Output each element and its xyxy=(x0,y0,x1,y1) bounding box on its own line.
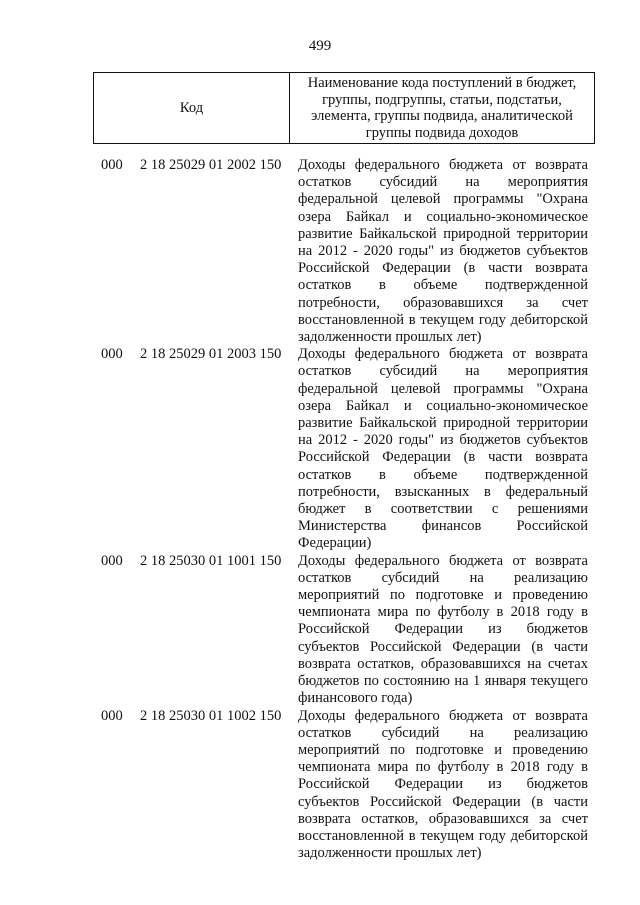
budget-code: 2 18 25029 01 2002 150 xyxy=(140,157,282,173)
table-row xyxy=(0,708,640,863)
budget-code: 2 18 25030 01 1002 150 xyxy=(140,707,282,724)
admin-code: 000 xyxy=(101,346,123,363)
admin-code: 000 xyxy=(101,552,123,569)
row-description: Доходы федерального бюджета от возврата остатков субсидий на мероприятия федеральной целевой программы "Охрана озера Байкал и социально-экономическое развитие Байкальской природной территории на 2012 - 2020 годы" из бюджетов субъектов Российской Федерации (в части возврата остатков в объеме подтвержденной потребности, образовавшихся за счет восстановленной в текущем году дебиторской задолженности прошлых лет) xyxy=(298,157,588,346)
income-code-list xyxy=(0,157,640,862)
table-header xyxy=(93,72,595,144)
admin-code: 000 xyxy=(101,707,123,724)
row-description: Доходы федерального бюджета от возврата остатков субсидий на реализацию мероприятий по подготовке и проведению чемпионата мира по футболу в 2018 году в Российской Федерации из бюджетов субъектов Российской Федерации (в части возврата остатков, образовавшихся за счет восстановленной в текущем году дебиторской задолженности прошлых лет) xyxy=(298,707,588,862)
budget-code: 2 18 25030 01 1001 150 xyxy=(140,552,282,569)
row-description: Доходы федерального бюджета от возврата остатков субсидий на реализацию мероприятий по подготовке и проведению чемпионата мира по футболу в 2018 году в Российской Федерации из бюджетов субъектов Российской Федерации (в части возврата остатков, образовавшихся на счетах бюджетов по состоянию на 1 января текущего финансового года) xyxy=(298,552,588,707)
table-row xyxy=(0,157,640,346)
table-row xyxy=(0,553,640,708)
row-description: Доходы федерального бюджета от возврата остатков субсидий на мероприятия федеральной целевой программы "Охрана озера Байкал и социально-экономическое развитие Байкальской природной территории на 2012 - 2020 годы" из бюджетов субъектов Российской Федерации (в части возврата остатков в объеме подтвержденной потребности, взысканных в федеральный бюджет в соответствии с решениями Министерства финансов Российской Федерации) xyxy=(298,346,588,552)
header-code-label: Код xyxy=(94,73,290,143)
page-number: 499 xyxy=(308,38,332,54)
header-name-label: Наименование кода поступлений в бюджет, группы, подгруппы, статьи, подстатьи, элемента, группы подвида, аналитической группы подвида доходов xyxy=(307,75,577,141)
budget-code: 2 18 25029 01 2003 150 xyxy=(140,346,282,363)
admin-code: 000 xyxy=(101,157,123,173)
table-row xyxy=(0,346,640,552)
